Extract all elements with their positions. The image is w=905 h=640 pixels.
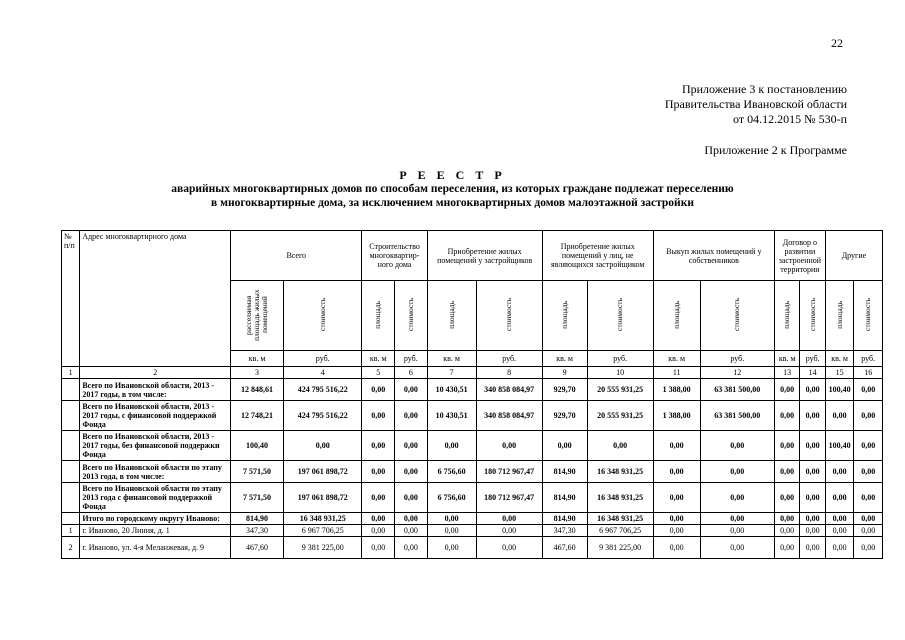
value-cell: 0,00 [395,379,428,401]
table-row [62,461,883,483]
value-cell: 0,00 [395,537,428,559]
sub-area: площадь [427,281,476,351]
column-number-cell: 6 [395,367,428,379]
sub-area: площадь [825,281,854,351]
title-line-2: аварийных многоквартирных домов по способам переселения, из которых граждане подлежат переселению [171,183,734,195]
value-cell: 16 348 931,25 [284,513,362,525]
appendix-line-2: Правительства Ивановской области [664,97,847,111]
value-cell: 0,00 [774,401,799,431]
document-title [0,168,905,210]
value-cell: 12 848,61 [231,379,284,401]
value-cell: 814,90 [542,461,587,483]
value-cell: 0,00 [774,483,799,513]
row-number: 1 [62,525,80,537]
unit-cell: кв. м [653,351,700,367]
value-cell: 0,00 [653,431,700,461]
sub-area: площадь [774,281,799,351]
column-number-cell: 12 [700,367,774,379]
row-address: г. Иваново, 20 Линия, д. 1 [80,525,231,537]
column-number-cell: 10 [587,367,653,379]
column-number-cell: 7 [427,367,476,379]
unit-cell: руб. [284,351,362,367]
value-cell: 0,00 [587,431,653,461]
column-number-cell: 13 [774,367,799,379]
sub-resettled-area: расселяемая площадь жилых помещений [231,281,284,351]
value-cell: 0,00 [542,431,587,461]
registry-table [61,230,883,559]
value-cell: 424 795 516,22 [284,379,362,401]
value-cell: 0,00 [395,525,428,537]
row-address: Всего по Ивановской области, 2013 - 2017 годы, с финансовой поддержкой Фонда [80,401,231,431]
value-cell: 0,00 [362,483,395,513]
value-cell: 0,00 [653,537,700,559]
value-cell: 929,70 [542,401,587,431]
value-cell: 63 381 500,00 [700,401,774,431]
value-cell: 347,30 [542,525,587,537]
value-cell: 16 348 931,25 [587,461,653,483]
table-row [62,537,883,559]
column-number-cell: 4 [284,367,362,379]
column-number-cell: 15 [825,367,854,379]
unit-cell: руб. [476,351,542,367]
value-cell: 0,00 [854,379,883,401]
value-cell: 0,00 [427,525,476,537]
value-cell: 10 430,51 [427,401,476,431]
row-address: Всего по Ивановской области по этапу 2013 года с финансовой поддержкой Фонда [80,483,231,513]
sub-cost: стоимость [854,281,883,351]
unit-cell: руб. [854,351,883,367]
row-number [62,483,80,513]
unit-cell: руб. [587,351,653,367]
value-cell: 0,00 [854,525,883,537]
value-cell: 0,00 [427,537,476,559]
page-number: 22 [831,36,843,50]
value-cell: 0,00 [825,483,854,513]
column-number-cell: 11 [653,367,700,379]
table-row [62,401,883,431]
table-row [62,513,883,525]
value-cell: 0,00 [362,461,395,483]
sub-cost: стоимость [800,281,825,351]
value-cell: 0,00 [284,431,362,461]
value-cell: 16 348 931,25 [587,513,653,525]
value-cell: 180 712 967,47 [476,461,542,483]
value-cell: 9 381 225,00 [284,537,362,559]
header-acq-developers: Приобретение жилых помещений у застройщиков [427,231,542,281]
column-number-cell: 8 [476,367,542,379]
value-cell: 0,00 [800,461,825,483]
value-cell: 0,00 [774,431,799,461]
value-cell: 0,00 [854,431,883,461]
value-cell: 0,00 [774,537,799,559]
value-cell: 0,00 [395,483,428,513]
value-cell: 0,00 [700,431,774,461]
value-cell: 0,00 [476,431,542,461]
value-cell: 0,00 [774,513,799,525]
value-cell: 0,00 [774,461,799,483]
value-cell: 424 795 516,22 [284,401,362,431]
value-cell: 0,00 [653,525,700,537]
value-cell: 0,00 [700,461,774,483]
column-number-cell: 2 [80,367,231,379]
header-buyout: Выкуп жилых помещений у собственников [653,231,774,281]
header-other: Другие [825,231,882,281]
value-cell: 0,00 [825,525,854,537]
value-cell: 340 858 084,97 [476,379,542,401]
value-cell: 0,00 [800,525,825,537]
value-cell: 6 756,60 [427,483,476,513]
value-cell: 0,00 [854,537,883,559]
value-cell: 0,00 [800,537,825,559]
value-cell: 6 756,60 [427,461,476,483]
value-cell: 0,00 [825,537,854,559]
unit-cell: кв. м [231,351,284,367]
value-cell: 929,70 [542,379,587,401]
value-cell: 16 348 931,25 [587,483,653,513]
table-row [62,431,883,461]
row-number [62,379,80,401]
value-cell: 0,00 [825,513,854,525]
value-cell: 0,00 [653,483,700,513]
value-cell: 0,00 [653,461,700,483]
unit-cell: кв. м [825,351,854,367]
value-cell: 0,00 [427,431,476,461]
title-reestr: Р Е Е С Т Р [399,168,506,182]
value-cell: 814,90 [542,513,587,525]
value-cell: 347,30 [231,525,284,537]
value-cell: 0,00 [395,431,428,461]
sub-cost: стоимость [587,281,653,351]
row-number [62,401,80,431]
title-line-3: в многоквартирные дома, за исключением многоквартирных домов малоэтажной застройки [211,197,694,209]
value-cell: 63 381 500,00 [700,379,774,401]
sub-area: площадь [542,281,587,351]
value-cell: 0,00 [427,513,476,525]
value-cell: 0,00 [700,513,774,525]
column-number-cell: 3 [231,367,284,379]
value-cell: 1 388,00 [653,379,700,401]
value-cell: 467,60 [542,537,587,559]
value-cell: 0,00 [825,401,854,431]
value-cell: 0,00 [854,401,883,431]
value-cell: 0,00 [395,513,428,525]
value-cell: 814,90 [231,513,284,525]
value-cell: 100,40 [231,431,284,461]
value-cell: 0,00 [362,513,395,525]
sub-cost: стоимость [476,281,542,351]
column-number-cell: 5 [362,367,395,379]
unit-cell: руб. [395,351,428,367]
column-number-cell: 1 [62,367,80,379]
sub-cost: стоимость [284,281,362,351]
sub-area: площадь [362,281,395,351]
value-cell: 0,00 [476,513,542,525]
value-cell: 0,00 [774,379,799,401]
row-number [62,461,80,483]
value-cell: 7 571,50 [231,483,284,513]
value-cell: 0,00 [800,483,825,513]
value-cell: 9 381 225,00 [587,537,653,559]
unit-cell: кв. м [542,351,587,367]
value-cell: 20 555 931,25 [587,401,653,431]
value-cell: 0,00 [362,525,395,537]
value-cell: 0,00 [854,483,883,513]
row-address: Итого по городскому округу Иваново: [80,513,231,525]
value-cell: 0,00 [800,401,825,431]
row-address: Всего по Ивановской области, 2013 - 2017 годы, без финансовой поддержки Фонда [80,431,231,461]
unit-cell: кв. м [427,351,476,367]
value-cell: 100,40 [825,431,854,461]
unit-cell: кв. м [774,351,799,367]
row-number: 2 [62,537,80,559]
appendix-header [665,82,847,127]
row-address: Всего по Ивановской области по этапу 2013 года, в том числе: [80,461,231,483]
value-cell: 0,00 [700,483,774,513]
value-cell: 0,00 [800,379,825,401]
value-cell: 197 061 898,72 [284,483,362,513]
table-row [62,525,883,537]
table-row [62,483,883,513]
value-cell: 180 712 967,47 [476,483,542,513]
value-cell: 6 967 706,25 [284,525,362,537]
value-cell: 10 430,51 [427,379,476,401]
value-cell: 0,00 [395,461,428,483]
unit-cell: руб. [700,351,774,367]
value-cell: 197 061 898,72 [284,461,362,483]
value-cell: 0,00 [854,513,883,525]
header-address: Адрес многоквартирного дома [80,231,231,367]
value-cell: 0,00 [362,431,395,461]
value-cell: 0,00 [774,525,799,537]
row-number [62,513,80,525]
value-cell: 0,00 [800,513,825,525]
value-cell: 0,00 [476,525,542,537]
header-contract: Договор о развитии застроенной территории [774,231,825,281]
value-cell: 814,90 [542,483,587,513]
value-cell: 0,00 [854,461,883,483]
appendix-line-3: от 04.12.2015 № 530-п [733,112,847,126]
value-cell: 0,00 [362,401,395,431]
sub-cost: стоимость [700,281,774,351]
value-cell: 0,00 [362,537,395,559]
row-address: г. Иваново, ул. 4-я Меланжевая, д. 9 [80,537,231,559]
appendix-line-4: Приложение 2 к Программе [704,143,847,157]
value-cell: 1 388,00 [653,401,700,431]
header-construction: Строительство многоквартир-ного дома [362,231,427,281]
header-acq-non-developers: Приобретение жилых помещений у лиц, не являющихся застройщиком [542,231,653,281]
header-total: Всего [231,231,362,281]
value-cell: 0,00 [653,513,700,525]
value-cell: 0,00 [800,431,825,461]
unit-cell: кв. м [362,351,395,367]
value-cell: 340 858 084,97 [476,401,542,431]
sub-cost: стоимость [395,281,428,351]
value-cell: 20 555 931,25 [587,379,653,401]
value-cell: 0,00 [395,401,428,431]
column-number-cell: 14 [800,367,825,379]
value-cell: 12 748,21 [231,401,284,431]
column-number-cell: 16 [854,367,883,379]
table-row [62,379,883,401]
value-cell: 7 571,50 [231,461,284,483]
row-address: Всего по Ивановской области, 2013 - 2017 годы, в том числе: [80,379,231,401]
sub-area: площадь [653,281,700,351]
unit-cell: руб. [800,351,825,367]
header-num: № п/п [62,231,80,367]
value-cell: 0,00 [700,525,774,537]
row-number [62,431,80,461]
value-cell: 0,00 [362,379,395,401]
value-cell: 467,60 [231,537,284,559]
column-number-cell: 9 [542,367,587,379]
value-cell: 0,00 [476,537,542,559]
value-cell: 0,00 [825,461,854,483]
value-cell: 6 967 706,25 [587,525,653,537]
appendix-line-1: Приложение 3 к постановлению [681,82,847,96]
value-cell: 0,00 [700,537,774,559]
value-cell: 100,40 [825,379,854,401]
